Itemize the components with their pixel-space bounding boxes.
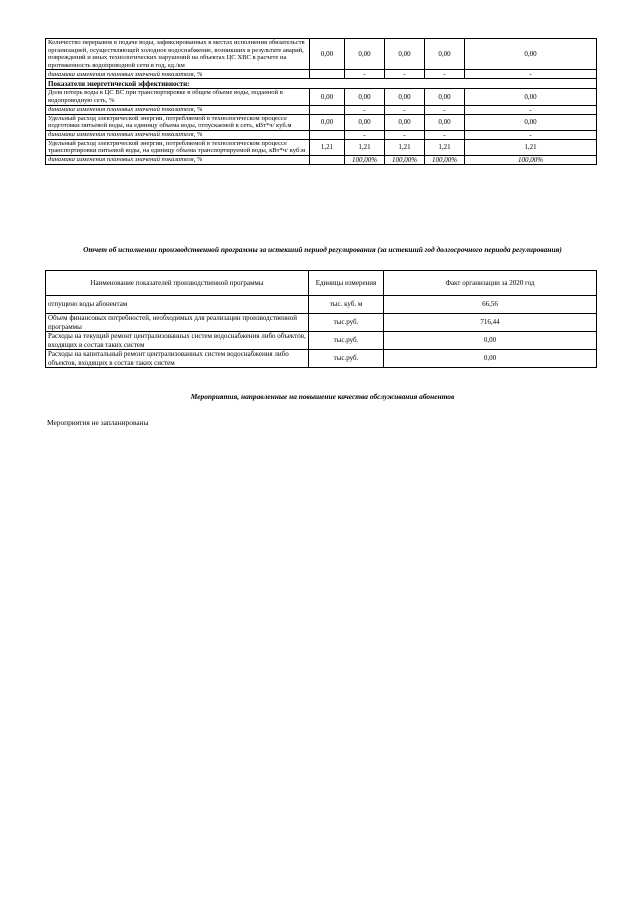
indicator-value: 0,00 <box>345 39 385 70</box>
indicator-value: - <box>425 105 465 114</box>
indicator-value: 100,00% <box>465 155 597 164</box>
measures-text: Мероприятия не запланированы <box>47 418 149 427</box>
indicator-value: - <box>425 130 465 139</box>
table-row <box>46 89 597 105</box>
report-row-unit: тыс.руб. <box>309 314 384 332</box>
indicator-label: динамика изменения плановых значений показателя, % <box>46 105 310 114</box>
indicator-value: - <box>385 105 425 114</box>
indicator-label: Доля потерь воды в ЦС ВС при транспортировке в общем объеме воды, поданной в водопроводную сеть, % <box>46 89 310 105</box>
indicator-value: 0,00 <box>465 89 597 105</box>
indicator-value: 1,21 <box>425 139 465 155</box>
indicator-value: 100,00% <box>425 155 465 164</box>
measures-title: Мероприятия, направленные на повышение качества обслуживания абонентов <box>190 392 455 401</box>
report-row-unit: тыс.руб. <box>309 332 384 350</box>
table-row <box>46 314 597 332</box>
table-row <box>46 332 597 350</box>
indicator-value: - <box>385 70 425 79</box>
indicator-value: - <box>425 70 465 79</box>
table-row <box>46 139 597 155</box>
dynamics-row <box>46 70 597 79</box>
indicator-label: динамика изменения плановых значений показателя, % <box>46 155 310 164</box>
section-row <box>46 79 597 89</box>
report-row-name: Расходы на капитальный ремонт централизованных систем водоснабжения либо объектов, входящих в состав таких систем <box>46 350 309 368</box>
dynamics-row <box>46 130 597 139</box>
report-title: Отчет об исполнении производственной программы за истекший период регулирования (за истекший год долгосрочного периода регулирования) <box>83 245 562 254</box>
indicator-label: Удельный расход электрической энергии, потребляемой в технологическом процессе транспортировки питьевой воды, на единицу объема транспортируемой воды, кВт*ч/ куб.м <box>46 139 310 155</box>
indicator-value: 0,00 <box>425 89 465 105</box>
indicator-value: 0,00 <box>310 89 345 105</box>
indicator-value <box>310 130 345 139</box>
table-row <box>46 114 597 130</box>
indicator-value: 1,21 <box>465 139 597 155</box>
indicator-label: динамика изменения плановых значений показателя, % <box>46 70 310 79</box>
report-row-name: Расходы на текущий ремонт централизованных систем водоснабжения либо объектов, входящих в состав таких систем <box>46 332 309 350</box>
indicator-value: - <box>345 130 385 139</box>
indicator-value: 0,00 <box>385 114 425 130</box>
indicator-value: - <box>465 70 597 79</box>
indicator-value: 0,00 <box>310 114 345 130</box>
indicators-table <box>45 38 597 165</box>
indicator-value: 0,00 <box>465 39 597 70</box>
indicator-value: 0,00 <box>385 89 425 105</box>
section-label: Показатели энергетической эффективности: <box>46 79 597 89</box>
report-row-value: 716,44 <box>384 314 597 332</box>
table-row <box>46 296 597 314</box>
indicator-label: Количество перерывов в подаче воды, зафиксированных в местах исполнения обязательств организацией, осуществляющей холодное водоснабжение, возникших в результате аварий, повреждений и иных технологических нарушений на объектах ЦС ХВС в расчете на протяженность водопроводной сети в год, ед./км <box>46 39 310 70</box>
report-row-name: отпущено воды абонентам <box>46 296 309 314</box>
indicator-value: 0,00 <box>425 114 465 130</box>
indicator-value <box>310 155 345 164</box>
indicator-value: - <box>345 70 385 79</box>
indicator-value: 0,00 <box>465 114 597 130</box>
indicator-value: 0,00 <box>345 114 385 130</box>
report-header-name: Наименование показателей производственной программы <box>46 271 309 296</box>
report-header-unit: Единицы измерения <box>309 271 384 296</box>
indicator-value: - <box>345 105 385 114</box>
report-row-unit: тыс. куб. м <box>309 296 384 314</box>
indicator-value: 100,00% <box>385 155 425 164</box>
dynamics-row <box>46 105 597 114</box>
indicator-value <box>310 70 345 79</box>
indicator-value: 0,00 <box>425 39 465 70</box>
indicator-value: 100,00% <box>345 155 385 164</box>
indicator-value: - <box>465 105 597 114</box>
report-table <box>45 270 597 368</box>
indicator-value: - <box>465 130 597 139</box>
indicator-value: 1,21 <box>385 139 425 155</box>
indicator-value: 0,00 <box>385 39 425 70</box>
dynamics-row <box>46 155 597 164</box>
report-row-unit: тыс.руб. <box>309 350 384 368</box>
report-header-row <box>46 271 597 296</box>
report-row-value: 0,00 <box>384 332 597 350</box>
table-row <box>46 39 597 70</box>
indicator-value: - <box>385 130 425 139</box>
indicator-value: 1,21 <box>345 139 385 155</box>
indicator-label: динамика изменения плановых значений показателя, % <box>46 130 310 139</box>
report-row-value: 0,00 <box>384 350 597 368</box>
indicator-value: 1,21 <box>310 139 345 155</box>
indicator-label: Удельный расход электрической энергии, потребляемой в технологическом процессе подготовки питьевой воды, на единицу объема воды, отпускаемой в сеть, кВт*ч/ куб.м <box>46 114 310 130</box>
indicator-value <box>310 105 345 114</box>
indicator-value: 0,00 <box>345 89 385 105</box>
report-row-value: 66,56 <box>384 296 597 314</box>
table-row <box>46 350 597 368</box>
indicators-table-body <box>46 39 597 165</box>
report-header-fact: Факт организации за 2020 год <box>384 271 597 296</box>
indicator-value: 0,00 <box>310 39 345 70</box>
report-row-name: Объем финансовых потребностей, необходимых для реализации производственной программы <box>46 314 309 332</box>
